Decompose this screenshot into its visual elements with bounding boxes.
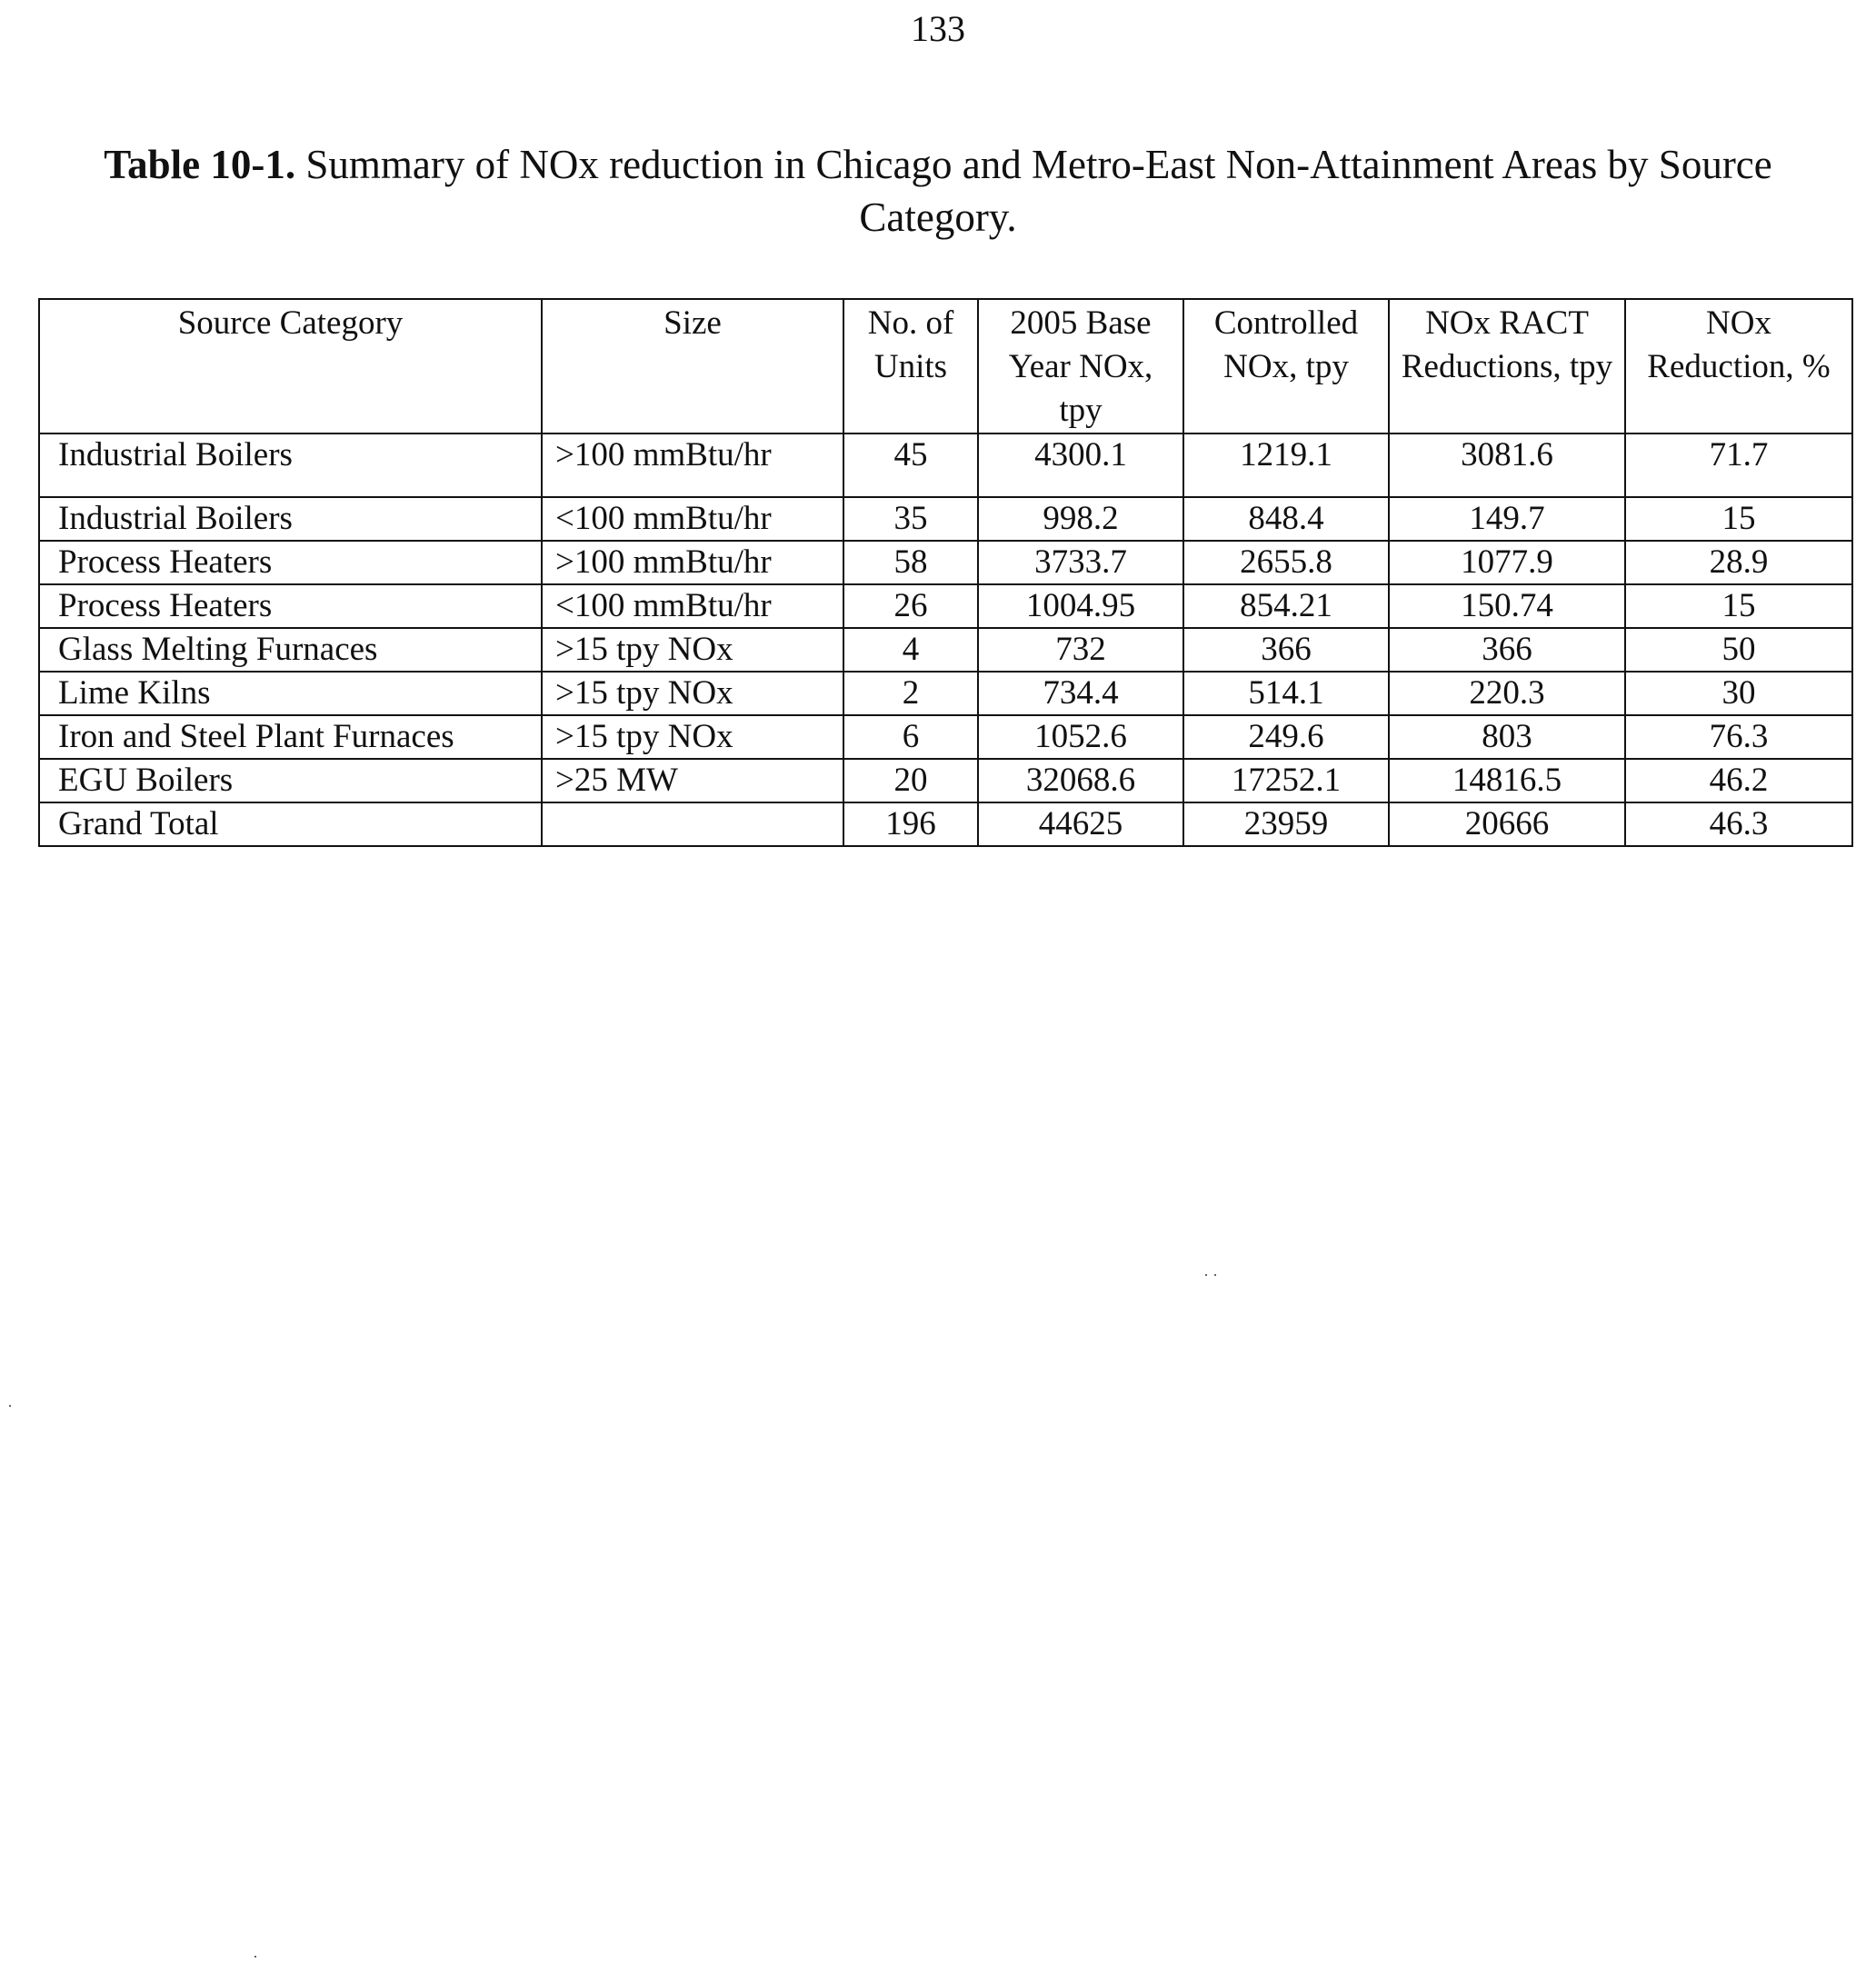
table-row	[39, 584, 1852, 628]
cell-controlled-nox: 2655.8	[1183, 541, 1389, 584]
cell-base-year-nox: 44625	[978, 802, 1183, 846]
cell-source-category: Iron and Steel Plant Furnaces	[39, 715, 542, 759]
cell-controlled-nox: 366	[1183, 628, 1389, 672]
scan-speck	[254, 1956, 256, 1958]
table-title: Summary of NOx reduction in Chicago and Metro-East Non-Attainment Areas by Source Category.	[295, 142, 1772, 240]
cell-source-category: Industrial Boilers	[39, 433, 542, 497]
cell-nox-reduction-pct: 71.7	[1625, 433, 1852, 497]
cell-base-year-nox: 734.4	[978, 672, 1183, 715]
cell-controlled-nox: 514.1	[1183, 672, 1389, 715]
cell-source-category: Process Heaters	[39, 584, 542, 628]
cell-size: <100 mmBtu/hr	[542, 584, 843, 628]
cell-base-year-nox: 732	[978, 628, 1183, 672]
cell-size: >15 tpy NOx	[542, 672, 843, 715]
cell-nox-reduction-pct: 50	[1625, 628, 1852, 672]
cell-base-year-nox: 4300.1	[978, 433, 1183, 497]
cell-size	[542, 802, 843, 846]
cell-units: 4	[843, 628, 978, 672]
table-row	[39, 541, 1852, 584]
cell-controlled-nox: 23959	[1183, 802, 1389, 846]
cell-ract-reductions: 3081.6	[1389, 433, 1625, 497]
cell-size: >15 tpy NOx	[542, 628, 843, 672]
cell-units: 35	[843, 497, 978, 541]
cell-ract-reductions: 14816.5	[1389, 759, 1625, 802]
cell-nox-reduction-pct: 15	[1625, 497, 1852, 541]
cell-units: 2	[843, 672, 978, 715]
cell-size: <100 mmBtu/hr	[542, 497, 843, 541]
cell-units: 196	[843, 802, 978, 846]
cell-nox-reduction-pct: 46.2	[1625, 759, 1852, 802]
header-units: No. of Units	[843, 299, 978, 433]
cell-base-year-nox: 32068.6	[978, 759, 1183, 802]
cell-ract-reductions: 220.3	[1389, 672, 1625, 715]
header-ract-reductions: NOx RACT Reductions, tpy	[1389, 299, 1625, 433]
cell-base-year-nox: 1004.95	[978, 584, 1183, 628]
cell-source-category: Industrial Boilers	[39, 497, 542, 541]
cell-nox-reduction-pct: 46.3	[1625, 802, 1852, 846]
cell-ract-reductions: 803	[1389, 715, 1625, 759]
cell-ract-reductions: 366	[1389, 628, 1625, 672]
table-caption	[55, 138, 1821, 244]
table-label: Table 10-1.	[104, 142, 296, 187]
cell-ract-reductions: 1077.9	[1389, 541, 1625, 584]
scan-speck	[9, 1405, 11, 1407]
cell-controlled-nox: 1219.1	[1183, 433, 1389, 497]
cell-controlled-nox: 854.21	[1183, 584, 1389, 628]
cell-nox-reduction-pct: 15	[1625, 584, 1852, 628]
cell-base-year-nox: 3733.7	[978, 541, 1183, 584]
nox-reduction-table	[38, 298, 1853, 847]
cell-base-year-nox: 998.2	[978, 497, 1183, 541]
cell-size: >100 mmBtu/hr	[542, 541, 843, 584]
cell-size: >15 tpy NOx	[542, 715, 843, 759]
cell-base-year-nox: 1052.6	[978, 715, 1183, 759]
cell-ract-reductions: 20666	[1389, 802, 1625, 846]
cell-units: 45	[843, 433, 978, 497]
table-header-row	[39, 299, 1852, 433]
cell-size: >25 MW	[542, 759, 843, 802]
cell-units: 58	[843, 541, 978, 584]
table-row	[39, 759, 1852, 802]
header-nox-reduction-pct: NOx Reduction, %	[1625, 299, 1852, 433]
header-base-year-nox: 2005 Base Year NOx, tpy	[978, 299, 1183, 433]
cell-units: 6	[843, 715, 978, 759]
table-total-row	[39, 802, 1852, 846]
cell-nox-reduction-pct: 28.9	[1625, 541, 1852, 584]
table-row	[39, 628, 1852, 672]
scan-speck	[1205, 1274, 1207, 1276]
cell-units: 26	[843, 584, 978, 628]
cell-controlled-nox: 17252.1	[1183, 759, 1389, 802]
cell-source-category: Glass Melting Furnaces	[39, 628, 542, 672]
cell-controlled-nox: 848.4	[1183, 497, 1389, 541]
header-controlled-nox: Controlled NOx, tpy	[1183, 299, 1389, 433]
cell-nox-reduction-pct: 76.3	[1625, 715, 1852, 759]
table-row	[39, 715, 1852, 759]
cell-source-category: Process Heaters	[39, 541, 542, 584]
cell-nox-reduction-pct: 30	[1625, 672, 1852, 715]
cell-units: 20	[843, 759, 978, 802]
cell-ract-reductions: 150.74	[1389, 584, 1625, 628]
cell-controlled-nox: 249.6	[1183, 715, 1389, 759]
table-row	[39, 672, 1852, 715]
header-source-category: Source Category	[39, 299, 542, 433]
header-size: Size	[542, 299, 843, 433]
page-number: 133	[911, 8, 965, 49]
cell-source-category: Grand Total	[39, 802, 542, 846]
table-row	[39, 497, 1852, 541]
cell-source-category: EGU Boilers	[39, 759, 542, 802]
scan-speck	[1214, 1274, 1216, 1276]
table-row	[39, 433, 1852, 497]
cell-size: >100 mmBtu/hr	[542, 433, 843, 497]
cell-source-category: Lime Kilns	[39, 672, 542, 715]
cell-ract-reductions: 149.7	[1389, 497, 1625, 541]
